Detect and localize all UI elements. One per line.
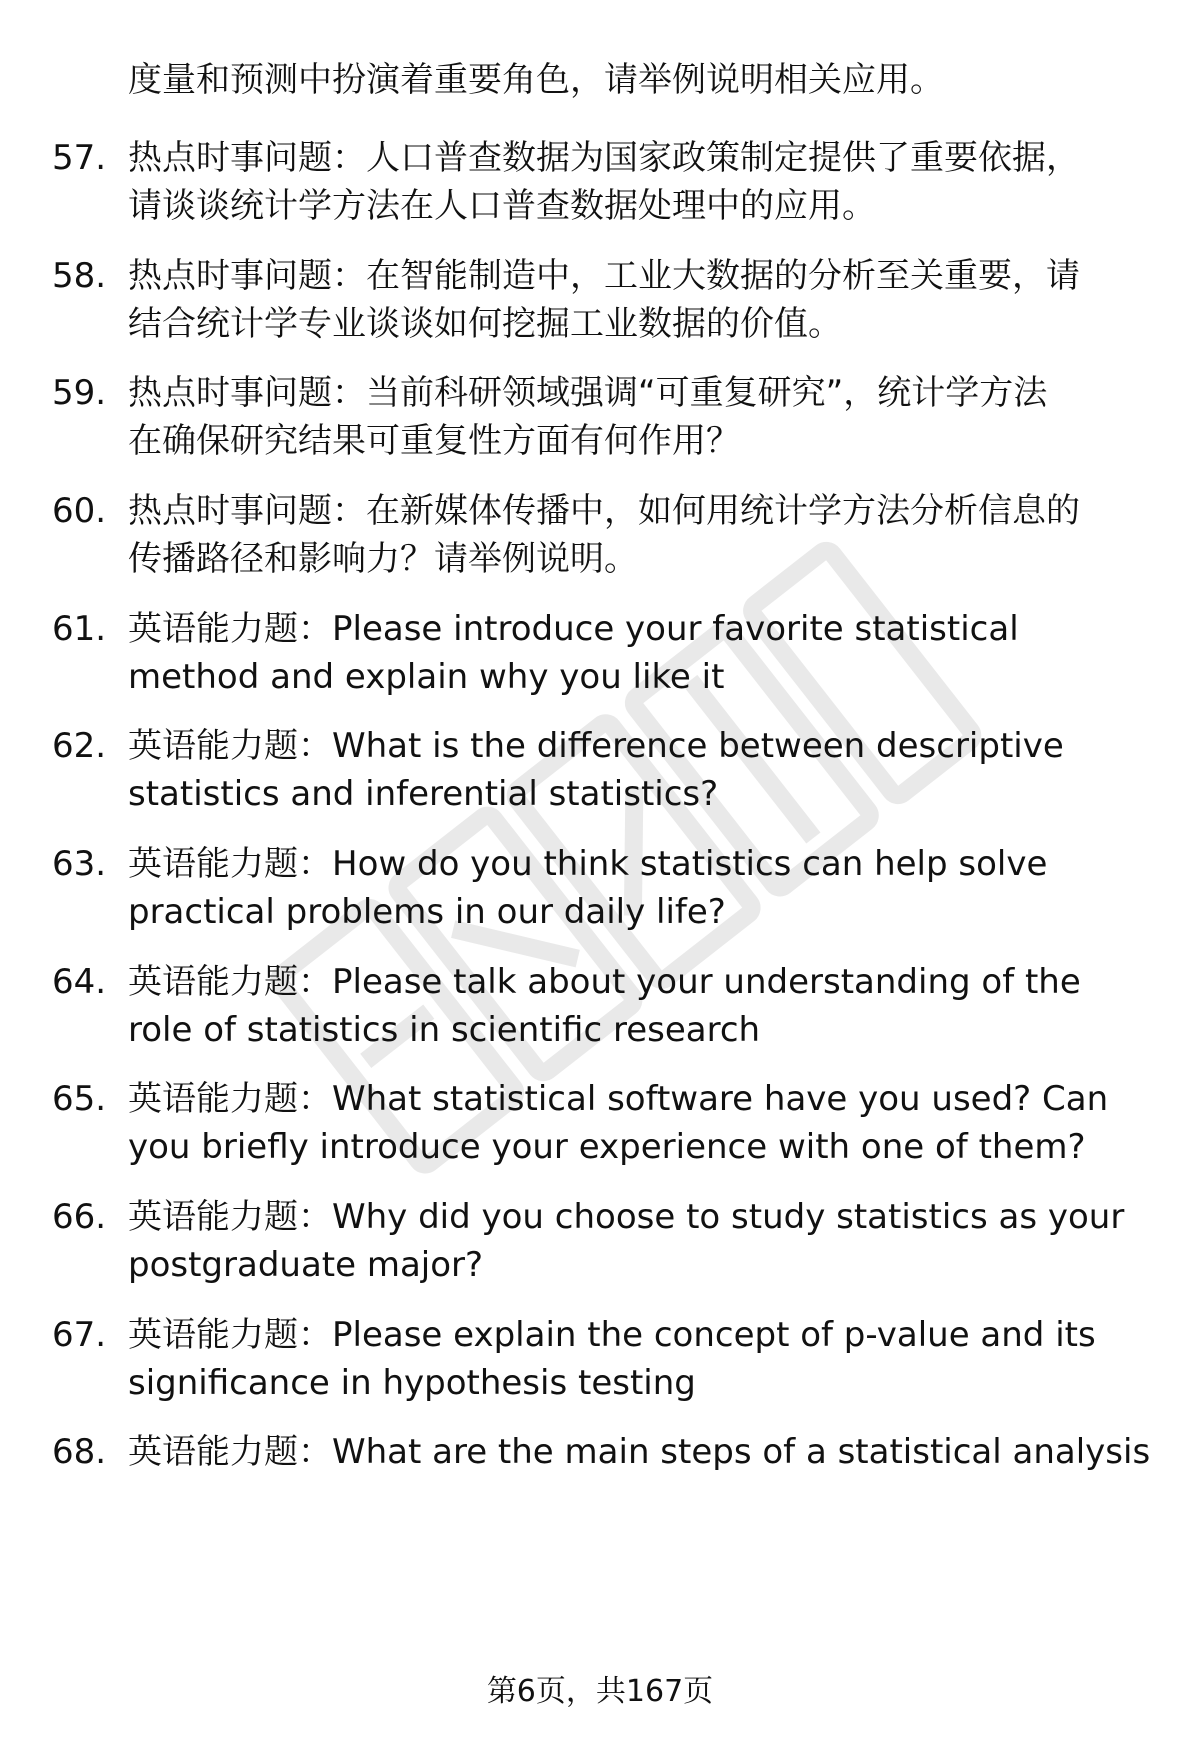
question-text [128, 1193, 1158, 1289]
question-number: 63. [52, 844, 107, 884]
question-number: 58. [52, 256, 107, 296]
question-text [128, 1075, 1158, 1171]
list-item [52, 958, 1162, 1058]
list-item [52, 134, 1162, 234]
question-line: significance in hypothesis testing [128, 1363, 696, 1403]
question-number: 66. [52, 1197, 107, 1237]
continuation-text: 度量和预测中扮演着重要角色，请举例说明相关应用。 [128, 60, 944, 100]
question-number: 68. [52, 1432, 107, 1472]
question-text [128, 487, 1158, 583]
question-text [128, 722, 1158, 818]
question-text [128, 369, 1158, 465]
question-number: 60. [52, 491, 107, 531]
list-item [52, 369, 1162, 469]
question-number: 67. [52, 1315, 107, 1355]
question-line: 热点时事问题：在智能制造中，工业大数据的分析至关重要，请 [128, 256, 1080, 296]
question-number: 65. [52, 1079, 107, 1119]
question-line: 请谈谈统计学方法在人口普查数据处理中的应用。 [128, 186, 876, 226]
question-text [128, 1428, 1158, 1476]
list-item [52, 487, 1162, 587]
question-line: method and explain why you like it [128, 657, 725, 697]
list-item [52, 1193, 1162, 1293]
question-line: 英语能力题：What are the main steps of a statistical analysis [128, 1432, 1151, 1472]
list-item [52, 1428, 1162, 1528]
question-line: practical problems in our daily life? [128, 892, 726, 932]
question-line: 热点时事问题：人口普查数据为国家政策制定提供了重要依据， [128, 138, 1080, 178]
question-text [128, 605, 1158, 701]
question-line: 英语能力题：Please introduce your favorite statistical [128, 609, 1019, 649]
question-line: 英语能力题：How do you think statistics can help solve [128, 844, 1048, 884]
question-line: you briefly introduce your experience with one of them? [128, 1127, 1086, 1167]
question-line: 英语能力题：Please talk about your understanding of the [128, 962, 1081, 1002]
question-line: 结合统计学专业谈谈如何挖掘工业数据的价值。 [128, 304, 842, 344]
question-text [128, 252, 1158, 348]
question-text [128, 1311, 1158, 1407]
question-text [128, 134, 1158, 230]
list-item [52, 1311, 1162, 1411]
list-item [52, 722, 1162, 822]
question-number: 61. [52, 609, 107, 649]
question-number: 59. [52, 373, 107, 413]
question-number: 62. [52, 726, 107, 766]
question-line: 传播路径和影响力？请举例说明。 [128, 539, 638, 579]
question-line: statistics and inferential statistics? [128, 774, 719, 814]
question-line: 英语能力题：Please explain the concept of p-value and its [128, 1315, 1096, 1355]
question-text [128, 958, 1158, 1054]
question-line: 英语能力题：Why did you choose to study statistics as your [128, 1197, 1125, 1237]
question-line: 热点时事问题：当前科研领域强调“可重复研究”，统计学方法 [128, 373, 1048, 413]
question-line: 英语能力题：What statistical software have you used? Can [128, 1079, 1109, 1119]
question-line: 在确保研究结果可重复性方面有何作用？ [128, 421, 740, 461]
question-text [128, 840, 1158, 936]
page-number: 第6页，共167页 [486, 1674, 714, 1709]
question-line: 英语能力题：What is the difference between descriptive [128, 726, 1064, 766]
question-number: 64. [52, 962, 107, 1002]
list-item [52, 840, 1162, 940]
question-line: postgraduate major? [128, 1245, 484, 1285]
list-item [52, 605, 1162, 705]
question-line: 热点时事问题：在新媒体传播中，如何用统计学方法分析信息的 [128, 491, 1080, 531]
list-item [52, 1075, 1162, 1175]
question-line: role of statistics in scientific research [128, 1010, 761, 1050]
list-item [52, 252, 1162, 352]
question-number: 57. [52, 138, 107, 178]
